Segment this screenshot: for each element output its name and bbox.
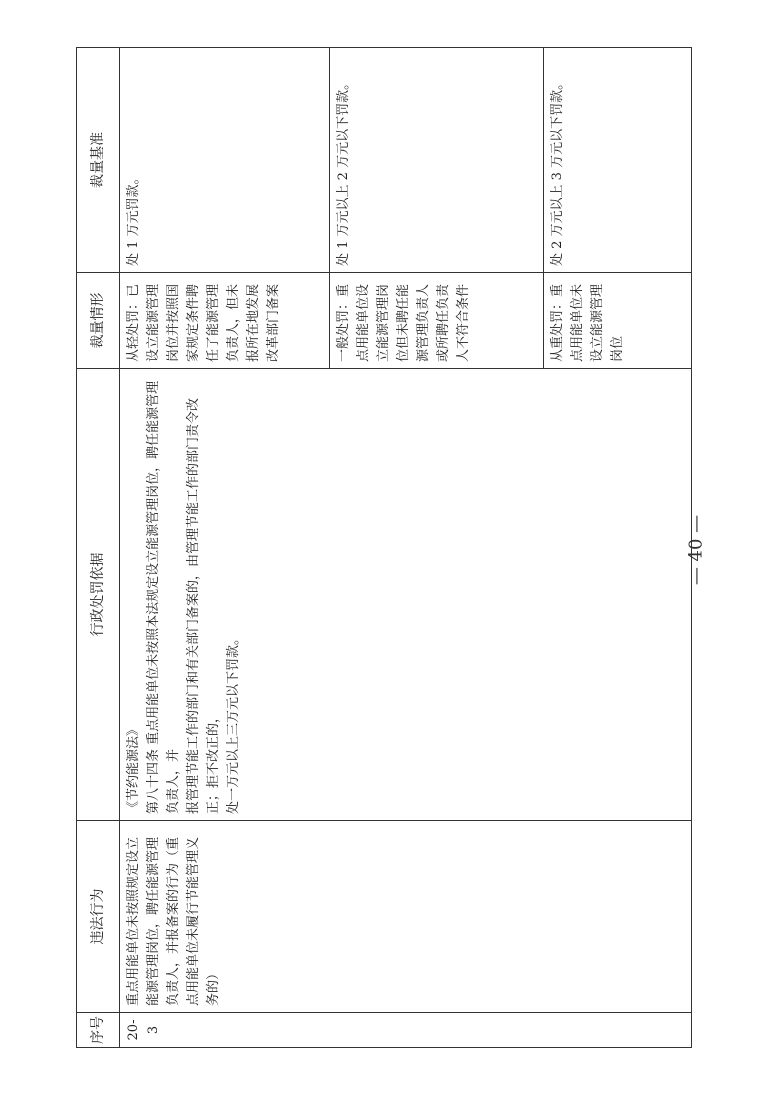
penalty-table (76, 47, 692, 1048)
header-basis: 行政处罚依据 (77, 369, 120, 821)
table-row (120, 48, 330, 1048)
header-circumstance: 裁量情形 (77, 273, 120, 369)
header-act: 违法行为 (77, 821, 120, 1013)
page-number-text: — 40 — (685, 514, 707, 586)
circumstance-heavy: 从重处罚：重点用能单位未设立能源管理岗位 (544, 273, 692, 369)
basis-line: 报管理节能工作的部门和有关部门备案的，由管理节能工作的部门责令改正；拒不改正的， (186, 397, 221, 814)
basis-line: 第八十四条 重点用能单位未按照本法规定设立能源管理岗位，聘任能源管理负责人，并 (146, 380, 181, 814)
legal-basis-cell (120, 369, 692, 821)
page-number (676, 480, 716, 620)
basis-line: 处一万元以上三万元以下罚款。 (226, 631, 241, 814)
header-seq: 序号 (77, 1013, 120, 1048)
standard-heavy: 处 2 万元以上 3 万元以下罚款。 (544, 48, 692, 273)
rotated-table-wrapper (76, 48, 692, 1048)
standard-general: 处 1 万元以上 2 万元以下罚款。 (330, 48, 544, 273)
header-standard: 裁量基准 (77, 48, 120, 273)
circumstance-general: 一般处罚：重点用能单位设立能源管理岗位但未聘任能源管理负责人或所聘任负责人不符合条件 (330, 273, 544, 369)
violation-cell: 重点用能单位未按照规定设立能源管理岗位，聘任能源管理负责人，并报备案的行为（重点用能单位未履行节能管理义务的） (120, 821, 692, 1013)
table-header-row (77, 48, 120, 1048)
circumstance-light: 从轻处罚：已设立能源管理岗位并按照国家规定条件聘任了能源管理负责人，但未报所在地发展改革部门备案 (120, 273, 330, 369)
standard-light: 处 1 万元罚款。 (120, 48, 330, 273)
basis-line: 《节约能源法》 (126, 722, 141, 814)
row-seq: 20-3 (120, 1013, 692, 1048)
